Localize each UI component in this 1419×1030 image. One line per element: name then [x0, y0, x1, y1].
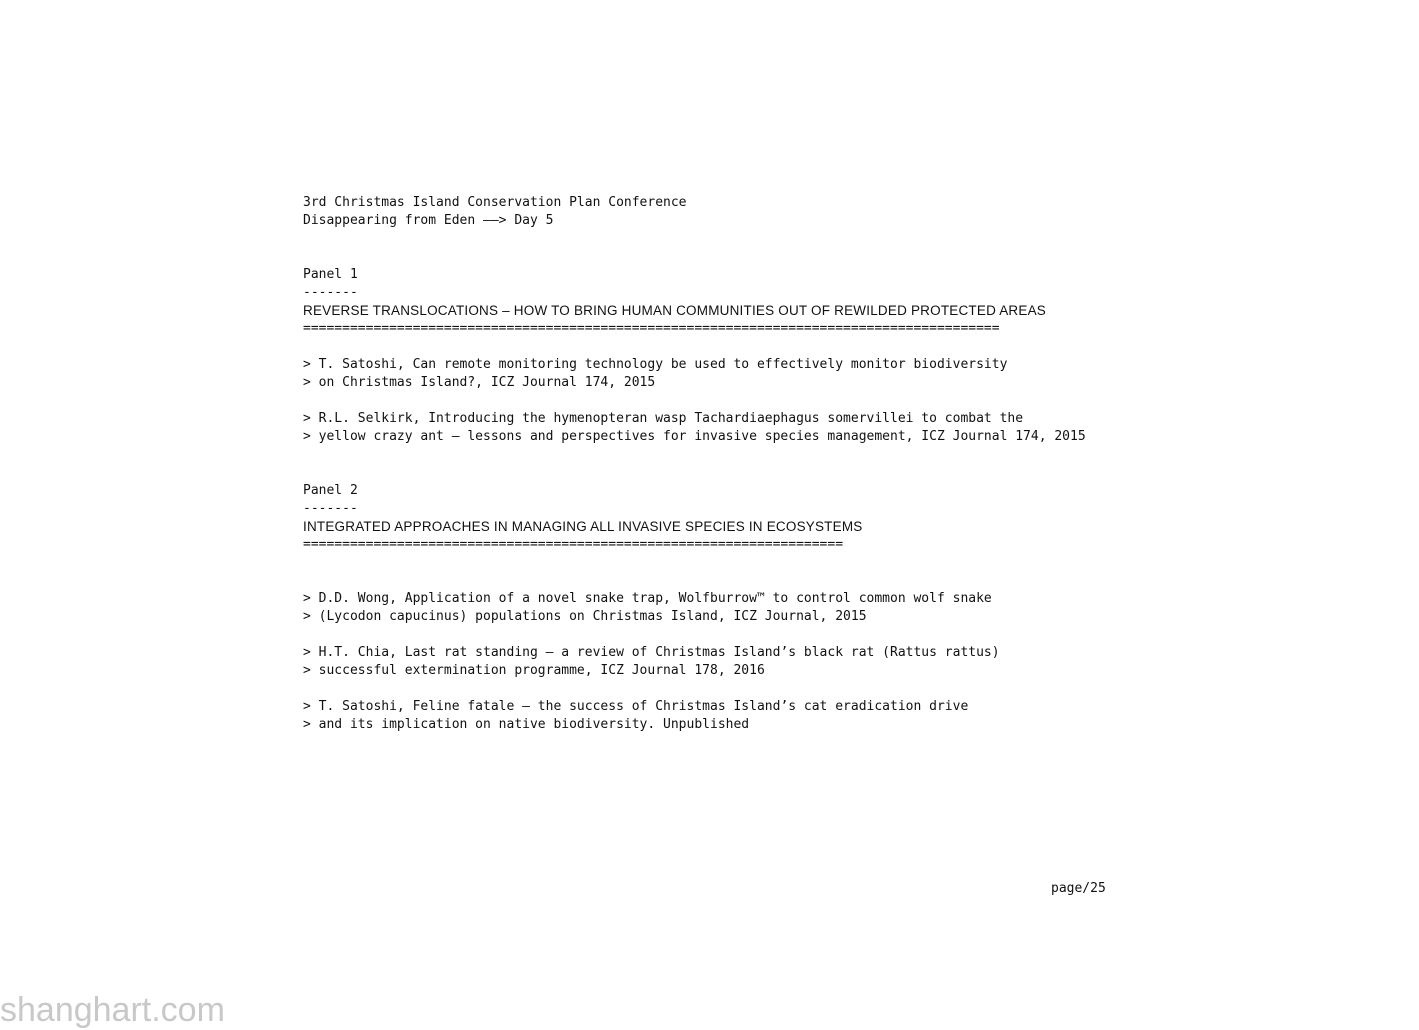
reference-line: > D.D. Wong, Application of a novel snake trap, Wolfburrow™ to control common wolf snake [303, 591, 992, 606]
reference-line: > T. Satoshi, Can remote monitoring technology be used to effectively monitor biodiversity [303, 357, 1008, 372]
spacer [303, 680, 1393, 698]
reference-line: > H.T. Chia, Last rat standing – a review of Christmas Island’s black rat (Rattus rattus) [303, 645, 1000, 660]
panel-1 [303, 266, 1393, 446]
panel-label: Panel 1 [303, 267, 358, 282]
conference-subtitle: Disappearing from Eden ——> Day 5 [303, 213, 554, 228]
panel-2 [303, 482, 1393, 734]
reference-line: > on Christmas Island?, ICZ Journal 174, 2015 [303, 375, 656, 390]
reference-line: > (Lycodon capucinus) populations on Christmas Island, ICZ Journal, 2015 [303, 609, 867, 624]
reference-entry [303, 698, 1393, 734]
panel-label: Panel 2 [303, 483, 358, 498]
spacer [303, 338, 1393, 356]
spacer [303, 446, 1393, 482]
panel-label-rule: ------- [303, 285, 358, 300]
spacer [303, 392, 1393, 410]
reference-line: > and its implication on native biodiversity. Unpublished [303, 717, 750, 732]
reference-line: > T. Satoshi, Feline fatale – the success of Christmas Island’s cat eradication drive [303, 699, 969, 714]
watermark: shanghart.com [0, 991, 225, 1029]
reference-entry [303, 410, 1393, 446]
page-number: page/25 [1051, 881, 1106, 896]
reference-entry [303, 356, 1393, 392]
spacer [303, 626, 1393, 644]
spacer [303, 554, 1393, 590]
conference-title: 3rd Christmas Island Conservation Plan Conference [303, 195, 687, 210]
reference-entry [303, 644, 1393, 680]
panel-label-rule: ------- [303, 501, 358, 516]
spacer [303, 230, 1393, 266]
reference-line: > R.L. Selkirk, Introducing the hymenopteran wasp Tachardiaephagus somervillei to combat the [303, 411, 1024, 426]
panel-title: REVERSE TRANSLOCATIONS – HOW TO BRING HUMAN COMMUNITIES OUT OF REWILDED PROTECTED AREAS [303, 303, 1046, 318]
panel-title-rule: ===================================================================== [303, 537, 844, 552]
document-page [303, 194, 1393, 734]
reference-line: > successful extermination programme, ICZ Journal 178, 2016 [303, 663, 765, 678]
panel-title: INTEGRATED APPROACHES IN MANAGING ALL INVASIVE SPECIES IN ECOSYSTEMS [303, 519, 863, 534]
reference-line: > yellow crazy ant – lessons and perspectives for invasive species management, ICZ Journal 174, 2015 [303, 429, 1086, 444]
panel-title-rule: ========================================================================================= [303, 321, 1000, 336]
reference-entry [303, 590, 1393, 626]
